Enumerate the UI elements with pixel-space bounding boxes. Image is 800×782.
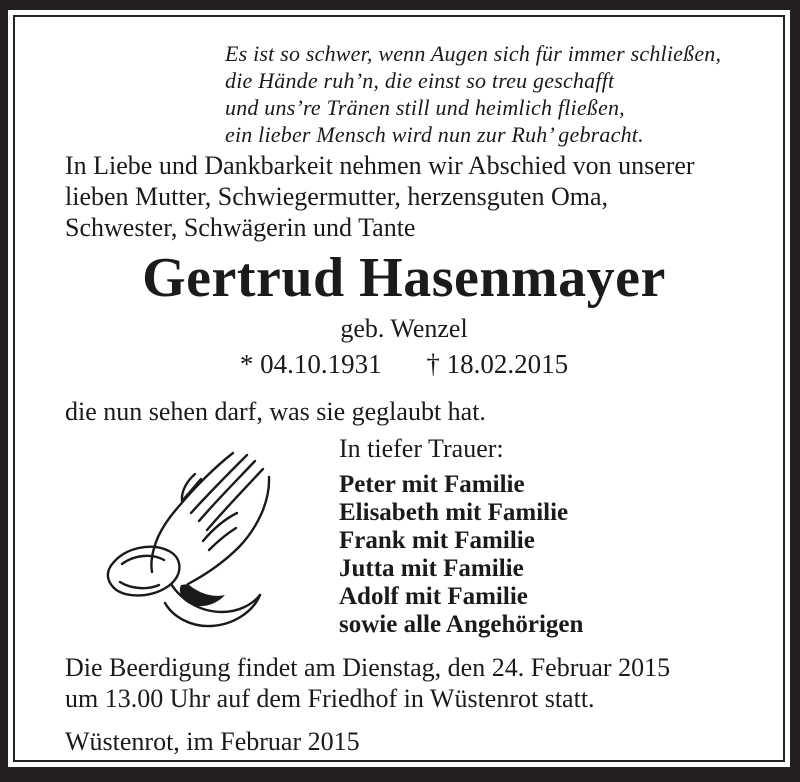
mourning-heading: In tiefer Trauer: <box>339 433 504 463</box>
mourner-1: Peter mit Familie <box>339 470 525 498</box>
faith-line: die nun sehen darf, was sie geglaubt hat. <box>65 396 486 426</box>
intro-line-2: lieben Mutter, Schwiegermutter, herzensguten Oma, <box>65 182 609 211</box>
funeral-line-2: um 13.00 Uhr auf dem Friedhof in Wüstenrot statt. <box>65 683 595 713</box>
inner-border-frame <box>13 15 785 762</box>
funeral-line-1: Die Beerdigung findet am Dienstag, den 24. Februar 2015 <box>65 652 671 682</box>
intro-line-3: Schwester, Schwägerin und Tante <box>65 213 416 242</box>
deceased-name: Gertrud Hasenmayer <box>142 247 666 309</box>
poem-line-1: Es ist so schwer, wenn Augen sich für immer schließen, <box>225 41 722 66</box>
mourners-block <box>339 433 583 648</box>
funeral-info <box>65 652 743 714</box>
mourner-5: Adolf mit Familie <box>339 582 528 610</box>
poem-line-3: und uns’re Tränen still und heimlich fließen, <box>225 95 625 120</box>
poem-line-2: die Hände ruh’n, die einst so treu geschafft <box>225 68 615 93</box>
mourner-4: Jutta mit Familie <box>339 554 524 582</box>
death-date: † 18.02.2015 <box>426 348 569 379</box>
mourner-2: Elisabeth mit Familie <box>339 498 569 526</box>
birth-date: * 04.10.1931 <box>239 348 382 379</box>
intro-line-1: In Liebe und Dankbarkeit nehmen wir Abschied von unserer <box>65 151 695 180</box>
opening-poem <box>225 40 743 148</box>
mourner-3: Frank mit Familie <box>339 526 535 554</box>
poem-line-4: ein lieber Mensch wird nun zur Ruh’ gebracht. <box>225 122 644 147</box>
closing-line: Wüstenrot, im Februar 2015 <box>65 726 360 756</box>
mourning-section <box>65 433 743 648</box>
praying-hands-graphic <box>95 443 335 648</box>
mourner-6: sowie alle Angehörigen <box>339 610 584 638</box>
intro-text <box>65 150 743 243</box>
life-dates <box>65 349 743 380</box>
maiden-name: geb. Wenzel <box>340 313 468 343</box>
praying-hands-image <box>95 443 335 648</box>
